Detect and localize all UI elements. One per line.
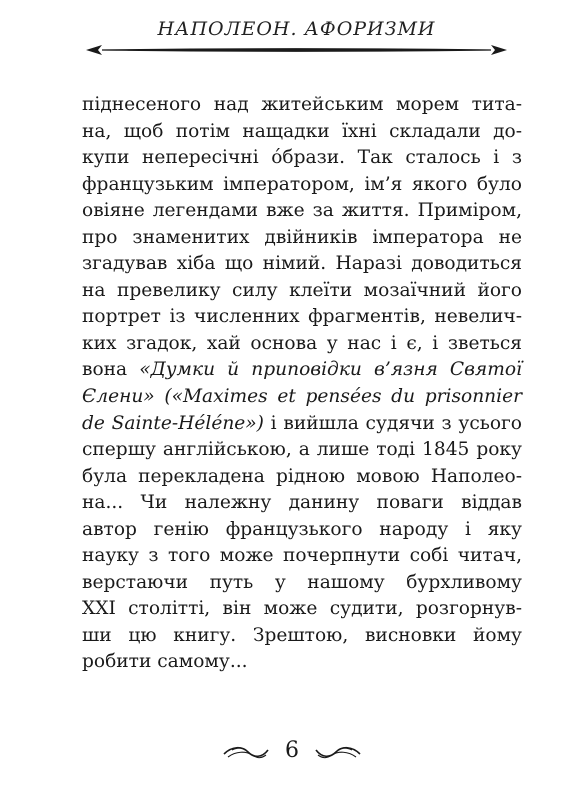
book-title-italic: «Думки й приповідки в’язня Святої [139,359,522,381]
text-line [82,225,522,252]
text-line [82,357,522,384]
text-line [82,251,522,278]
text-run: згадував хіба що німий. Наразі доводиться [82,253,522,275]
text-run: ши цю книгу. Зрештою, висновки йому [82,624,522,646]
text-run: купи непересічні óбрази. Так сталось і з [82,147,522,169]
text-line [82,145,522,172]
page-number: 6 [285,738,299,763]
text-run: піднесеного над житейським морем тита- [82,94,522,115]
text-line [82,119,522,146]
text-line [82,543,522,570]
text-run: портрет із численних фрагментів, невелич- [82,306,522,328]
text-run: і вийшла судячи з усього [263,412,522,434]
text-run: автор генію французького народу і яку [82,518,522,540]
text-line [82,596,522,623]
header-rule [84,43,509,57]
text-run: спершу англійською, а лише тоді 1845 року [82,439,522,461]
text-run: XXI столітті, він може судити, розгорнув- [82,598,522,620]
text-run: французьким імператором, ім’я якого було [82,173,522,195]
book-title-italic: de Sainte-Héléne») [82,412,264,434]
text-line [82,384,522,411]
text-line [82,172,522,199]
text-line [82,649,522,676]
text-run: науку з того може почерпнути собі читач, [82,545,522,567]
running-header [84,18,509,57]
text-run: овіяне легендами вже за життя. Приміром, [82,200,522,222]
body-text [82,92,522,676]
text-line [82,331,522,358]
text-run: про знаменитих двійників імператора не [82,226,522,248]
text-line [82,278,522,305]
text-run: робити самому... [82,651,248,673]
text-line [82,490,522,517]
text-run: на превелику силу клеїти мозаїчний його [82,279,522,301]
text-line [82,304,522,331]
text-run: на, щоб потім нащадки їхні складали до- [82,120,522,142]
text-run: була перекладена рідною мовою Наполео- [82,465,522,487]
text-line [82,411,522,438]
text-line [82,198,522,225]
text-line [82,517,522,544]
text-line [82,437,522,464]
running-title: НАПОЛЕОН. АФОРИЗМИ [157,18,436,40]
text-line [82,92,522,119]
text-run: на... Чи належну данину поваги віддав [82,492,522,514]
text-run: вона [82,359,140,381]
swash-ornament-icon [314,744,362,760]
book-title-italic: Єлени» («Maximes et pensées du prisonnier [82,386,522,408]
text-line [82,570,522,597]
text-run: верстаючи путь у нашому бурхливому [82,571,522,593]
text-line [82,623,522,650]
page-footer [222,738,362,768]
text-run: ких згадок, хай основа у нас і є, і зветься [82,332,522,354]
text-line [82,464,522,491]
